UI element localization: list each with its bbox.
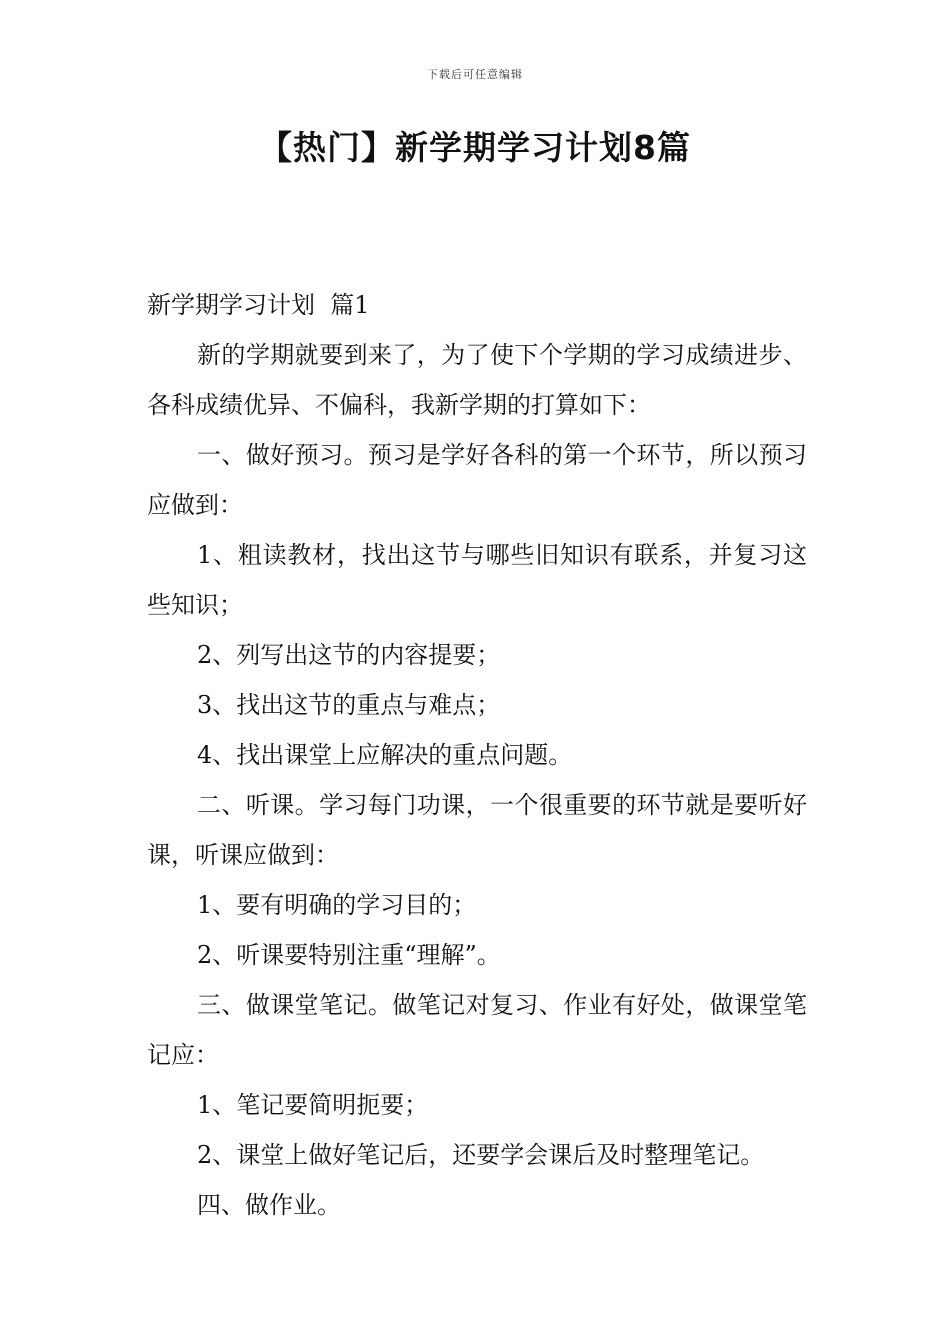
paragraph: 三、做课堂笔记。做笔记对复习、作业有好处，做课堂笔记应：: [147, 991, 807, 1069]
paragraph: 1、笔记要简明扼要；: [197, 1091, 429, 1119]
paragraph: 2、听课要特别注重“理解”。: [197, 941, 501, 969]
paragraph: 二、听课。学习每门功课，一个很重要的环节就是要听好课，听课应做到：: [147, 791, 807, 869]
paragraph: 2、课堂上做好笔记后，还要学会课后及时整理笔记。: [197, 1141, 765, 1169]
header-note: 下载后可任意编辑: [427, 68, 523, 81]
paragraph: 4、找出课堂上应解决的重点问题。: [197, 741, 573, 769]
paragraph: 新的学期就要到来了，为了使下个学期的学习成绩进步、各科成绩优异、不偏科，我新学期的打算如下：: [147, 341, 807, 419]
paragraph: 2、列写出这节的内容提要；: [197, 641, 501, 669]
paragraph: 一、做好预习。预习是学好各科的第一个环节，所以预习应做到：: [147, 441, 807, 519]
paragraph: 1、粗读教材，找出这节与哪些旧知识有联系，并复习这些知识；: [147, 541, 807, 619]
section-heading: 新学期学习计划 篇1: [147, 291, 370, 319]
paragraph: 四、做作业。: [197, 1191, 341, 1219]
document-title: 【热门】新学期学习计划8篇: [259, 128, 691, 167]
paragraph: 1、要有明确的学习目的；: [197, 891, 477, 919]
document-body: [147, 280, 807, 1230]
paragraph: 3、找出这节的重点与难点；: [197, 691, 501, 719]
